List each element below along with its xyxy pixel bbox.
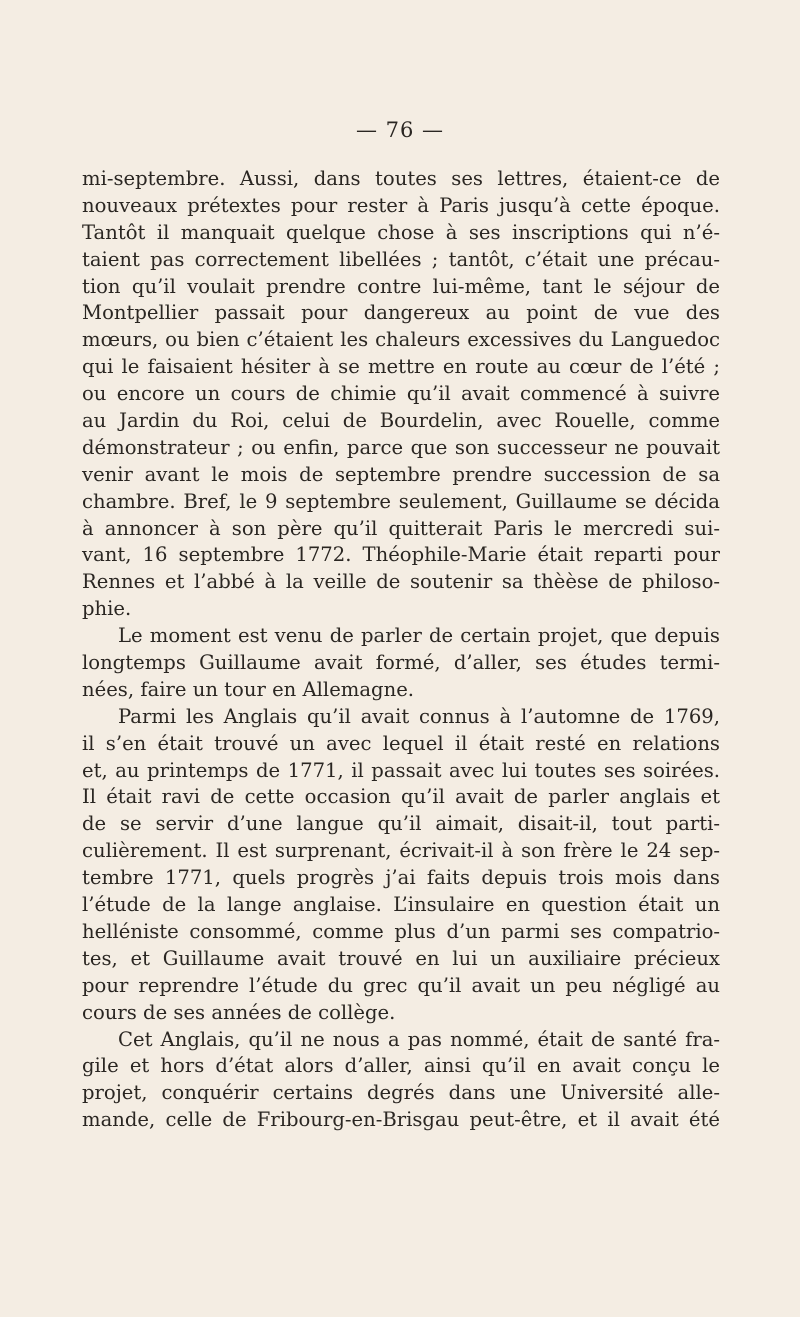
paragraph bbox=[82, 704, 720, 1027]
text-line: helléniste consommé, comme plus d’un parmi ses compatrio- bbox=[82, 919, 720, 943]
text-line: cours de ses années de collège. bbox=[82, 1000, 396, 1024]
text-line: Cet Anglais, qu’il ne nous a pas nommé, était de santé fra- bbox=[118, 1027, 720, 1051]
paragraph bbox=[82, 166, 720, 623]
text-line: et, au printemps de 1771, il passait avec lui toutes ses soirées. bbox=[82, 758, 720, 782]
text-line: Rennes et l’abbé à la veille de soutenir sa thèèse de philoso- bbox=[82, 570, 720, 594]
text-line: l’étude de la lange anglaise. L’insulaire en question était un bbox=[82, 893, 720, 917]
page-number: — 76 — bbox=[355, 118, 445, 142]
text-line: Parmi les Anglais qu’il avait connus à l’automne de 1769, bbox=[118, 704, 720, 728]
text-line: tembre 1771, quels progrès j’ai faits depuis trois mois dans bbox=[82, 866, 720, 890]
text-line: ou encore un cours de chimie qu’il avait commencé à suivre bbox=[82, 382, 720, 406]
text-line: taient pas correctement libellées ; tantôt, c’était une précau- bbox=[82, 247, 720, 271]
text-line: nées, faire un tour en Allemagne. bbox=[82, 677, 415, 701]
text-line: au Jardin du Roi, celui de Bourdelin, avec Rouelle, comme bbox=[82, 409, 720, 433]
text-line: mande, celle de Fribourg-en-Brisgau peut-être, et il avait été bbox=[82, 1108, 720, 1132]
text-line: tion qu’il voulait prendre contre lui-même, tant le séjour de bbox=[82, 274, 720, 298]
text-line: Le moment est venu de parler de certain projet, que depuis bbox=[118, 624, 720, 648]
text-line: chambre. Bref, le 9 septembre seulement, Guillaume se décida bbox=[82, 489, 720, 513]
text-line: démonstrateur ; ou enfin, parce que son successeur ne pouvait bbox=[82, 435, 720, 459]
text-line: Montpellier passait pour dangereux au point de vue des bbox=[82, 301, 720, 325]
text-line: à annoncer à son père qu’il quitterait Paris le mercredi sui- bbox=[82, 516, 720, 540]
text-line: nouveaux prétextes pour rester à Paris jusqu’à cette époque. bbox=[82, 193, 720, 217]
text-line: tes, et Guillaume avait trouvé en lui un auxiliaire précieux bbox=[82, 946, 720, 970]
text-line: Il était ravi de cette occasion qu’il avait de parler anglais et bbox=[82, 785, 720, 809]
text-line: vant, 16 septembre 1772. Théophile-Marie était reparti pour bbox=[82, 543, 720, 567]
text-line: venir avant le mois de septembre prendre succession de sa bbox=[82, 462, 720, 486]
text-line: il s’en était trouvé un avec lequel il était resté en relations bbox=[82, 731, 720, 755]
text-line: de se servir d’une langue qu’il aimait, disait-il, tout parti- bbox=[82, 812, 720, 836]
text-line: mœurs, ou bien c’étaient les chaleurs excessives du Languedoc bbox=[82, 328, 720, 352]
text-line: gile et hors d’état alors d’aller, ainsi qu’il en avait conçu le bbox=[82, 1054, 720, 1078]
text-line: culièrement. Il est surprenant, écrivait-il à son frère le 24 sep- bbox=[82, 839, 720, 863]
text-line: mi-septembre. Aussi, dans toutes ses lettres, étaient-ce de bbox=[82, 167, 720, 190]
paragraph bbox=[82, 1027, 720, 1135]
text-line: longtemps Guillaume avait formé, d’aller, ses études termi- bbox=[82, 651, 720, 675]
body-text bbox=[82, 166, 720, 1134]
paragraph bbox=[82, 623, 720, 704]
text-line: pour reprendre l’étude du grec qu’il avait un peu négligé au bbox=[82, 973, 720, 997]
text-line: Tantôt il manquait quelque chose à ses inscriptions qui n’é- bbox=[82, 220, 720, 244]
text-line: phie. bbox=[82, 597, 132, 621]
text-line: qui le faisaient hésiter à se mettre en route au cœur de l’été ; bbox=[82, 355, 720, 379]
text-line: projet, conquérir certains degrés dans une Université alle- bbox=[82, 1081, 720, 1105]
